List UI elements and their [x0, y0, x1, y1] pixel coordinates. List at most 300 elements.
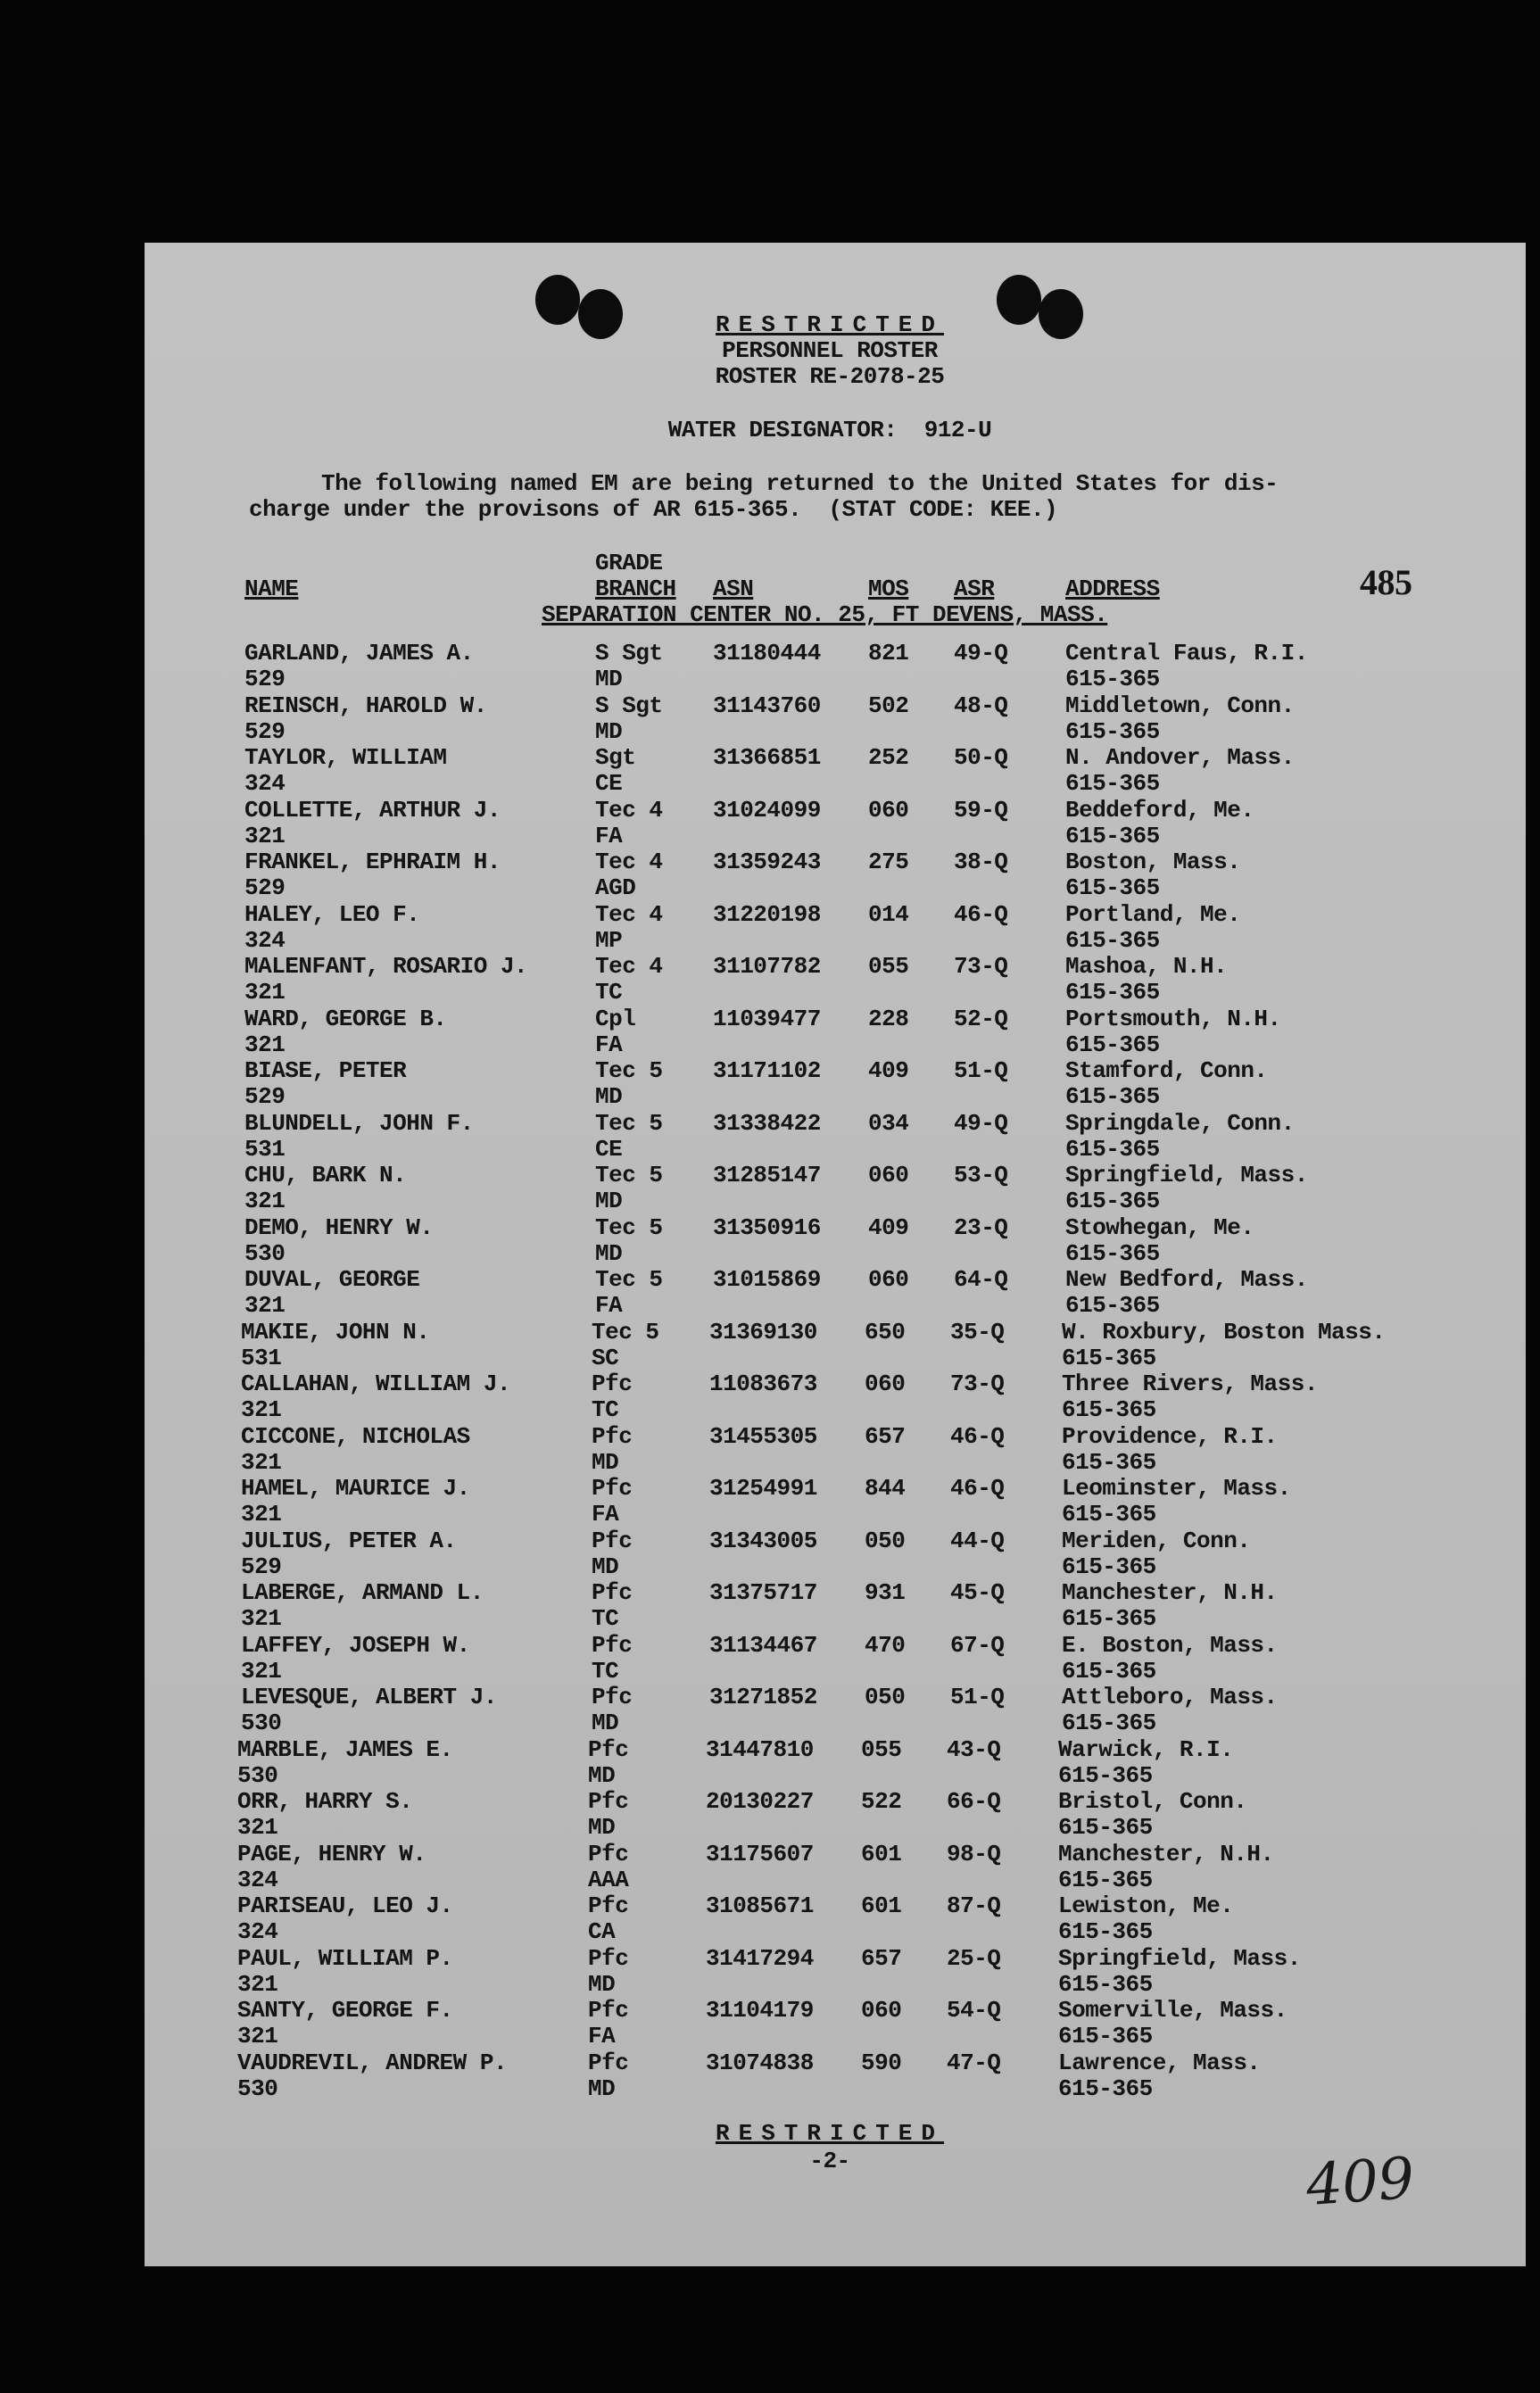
row-branch: SC	[592, 1344, 619, 1371]
column-header-asn: ASN	[713, 575, 754, 602]
row-name: VAUDREVIL, ANDREW P.	[237, 2049, 508, 2076]
row-name: REINSCH, HAROLD W.	[244, 691, 487, 719]
row-grade: Pfc	[588, 1840, 629, 1867]
row-asn: 31171102	[713, 1057, 821, 1084]
row-code: 529	[244, 1083, 286, 1110]
row-ar-reference: 615-365	[1062, 1710, 1156, 1736]
row-mos: 055	[861, 1735, 902, 1763]
row-asr: 35-Q	[950, 1318, 1005, 1346]
row-grade: Tec 5	[595, 1162, 663, 1188]
row-ar-reference: 615-365	[1065, 1292, 1160, 1319]
row-address: Lawrence, Mass.	[1058, 2049, 1261, 2076]
row-name: LEVESQUE, ALBERT J.	[241, 1684, 497, 1710]
row-asr: 38-Q	[954, 849, 1008, 875]
row-name: TAYLOR, WILLIAM	[244, 744, 447, 771]
table-row	[145, 693, 1526, 745]
row-asn: 11083673	[709, 1370, 817, 1397]
row-asr: 51-Q	[950, 1684, 1005, 1710]
row-address: W. Roxbury, Boston Mass.	[1062, 1318, 1386, 1346]
row-grade: Pfc	[592, 1684, 633, 1710]
row-address: Meriden, Conn.	[1062, 1527, 1251, 1554]
column-header-branch: BRANCH	[595, 575, 676, 602]
row-code: 531	[244, 1135, 286, 1163]
table-row	[145, 1737, 1526, 1789]
row-code: 321	[244, 822, 286, 849]
row-address: Stowhegan, Me.	[1065, 1213, 1254, 1241]
row-address: Warwick, R.I.	[1058, 1735, 1234, 1763]
row-asn: 31359243	[713, 849, 821, 875]
row-mos: 657	[865, 1422, 906, 1450]
row-branch: MD	[588, 1761, 616, 1789]
row-asr: 23-Q	[954, 1213, 1008, 1241]
row-address: Mashoa, N.H.	[1065, 953, 1228, 980]
row-address: New Bedford, Mass.	[1065, 1266, 1308, 1293]
row-name: HAMEL, MAURICE J.	[241, 1475, 470, 1502]
row-code: 321	[244, 1292, 286, 1319]
row-grade: Tec 5	[595, 1266, 663, 1293]
row-address: Portsmouth, N.H.	[1065, 1005, 1281, 1032]
row-branch: TC	[595, 979, 623, 1006]
row-branch: MD	[588, 1970, 616, 1998]
row-mos: 055	[868, 953, 909, 980]
row-name: DEMO, HENRY W.	[244, 1213, 434, 1241]
row-address: E. Boston, Mass.	[1062, 1631, 1278, 1659]
row-grade: Pfc	[592, 1422, 633, 1450]
row-grade: Pfc	[592, 1370, 633, 1397]
row-grade: Cpl	[595, 1005, 636, 1032]
table-row	[145, 1946, 1526, 1998]
row-asr: 87-Q	[947, 1892, 1001, 1919]
row-asn: 31175607	[706, 1840, 814, 1867]
row-ar-reference: 615-365	[1065, 822, 1160, 849]
row-ar-reference: 615-365	[1062, 1344, 1156, 1371]
column-header-asr: ASR	[954, 575, 995, 602]
roster-number: ROSTER RE-2078-25	[715, 363, 945, 390]
column-header-address: ADDRESS	[1065, 575, 1160, 602]
row-name: PARISEAU, LEO J.	[237, 1892, 453, 1919]
row-asr: 46-Q	[950, 1422, 1005, 1450]
table-row	[145, 849, 1526, 901]
table-row	[145, 954, 1526, 1006]
table-row	[145, 745, 1526, 797]
row-grade: Tec 5	[595, 1213, 663, 1241]
row-branch: FA	[595, 1031, 623, 1058]
row-code: 321	[244, 979, 286, 1006]
row-branch: MD	[592, 1710, 619, 1736]
row-mos: 275	[868, 849, 909, 875]
row-asn: 31134467	[709, 1631, 817, 1659]
row-mos: 060	[868, 1266, 909, 1293]
row-asr: 73-Q	[950, 1370, 1005, 1397]
table-row	[145, 1842, 1526, 1893]
row-address: Portland, Me.	[1065, 900, 1241, 928]
row-branch: FA	[595, 822, 623, 849]
row-branch: MD	[595, 1083, 623, 1110]
row-branch: MD	[588, 2074, 616, 2102]
column-header-mos: MOS	[868, 575, 909, 602]
row-mos: 470	[865, 1631, 906, 1659]
row-asn: 31350916	[713, 1213, 821, 1241]
row-code: 529	[244, 717, 286, 745]
row-mos: 034	[868, 1109, 909, 1137]
row-code: 321	[241, 1448, 282, 1476]
table-row	[145, 641, 1526, 692]
row-ar-reference: 615-365	[1058, 1970, 1153, 1998]
punch-hole	[578, 289, 623, 339]
table-row	[145, 1685, 1526, 1736]
row-mos: 060	[868, 796, 909, 824]
row-mos: 502	[868, 691, 909, 719]
row-mos: 060	[865, 1370, 906, 1397]
row-asn: 31455305	[709, 1422, 817, 1450]
stamped-page-number: 485	[1360, 562, 1412, 602]
row-mos: 522	[861, 1788, 902, 1815]
table-row	[145, 1893, 1526, 1945]
row-asr: 52-Q	[954, 1005, 1008, 1032]
row-name: HALEY, LEO F.	[244, 900, 420, 928]
row-ar-reference: 615-365	[1062, 1501, 1156, 1528]
row-asr: 44-Q	[950, 1527, 1005, 1554]
table-row	[145, 1476, 1526, 1528]
row-asr: 49-Q	[954, 640, 1008, 667]
row-name: ORR, HARRY S.	[237, 1788, 413, 1815]
row-ar-reference: 615-365	[1065, 874, 1160, 901]
row-address: Three Rivers, Mass.	[1062, 1370, 1318, 1397]
row-address: Springfield, Mass.	[1058, 1944, 1301, 1972]
row-asr: 45-Q	[950, 1579, 1005, 1606]
row-name: PAUL, WILLIAM P.	[237, 1944, 453, 1972]
table-row	[145, 1580, 1526, 1632]
column-header-name: NAME	[244, 575, 299, 602]
row-ar-reference: 615-365	[1065, 770, 1160, 797]
water-designator: WATER DESIGNATOR: 912-U	[667, 417, 992, 443]
row-mos: 060	[861, 1997, 902, 2024]
row-code: 321	[237, 1970, 278, 1998]
table-row	[145, 1006, 1526, 1058]
row-mos: 844	[865, 1475, 906, 1502]
row-code: 529	[244, 666, 286, 692]
row-name: JULIUS, PETER A.	[241, 1527, 457, 1554]
row-mos: 650	[865, 1318, 906, 1346]
row-branch: MD	[595, 717, 623, 745]
row-branch: MD	[588, 1814, 616, 1841]
row-mos: 601	[861, 1840, 902, 1867]
row-asn: 11039477	[713, 1005, 821, 1032]
punch-hole	[1039, 289, 1083, 339]
row-branch: CE	[595, 1135, 623, 1163]
row-asn: 31369130	[709, 1318, 817, 1346]
row-grade: Pfc	[592, 1631, 633, 1659]
table-row	[145, 1215, 1526, 1267]
row-grade: Pfc	[592, 1527, 633, 1554]
table-row	[145, 2050, 1526, 2102]
row-asr: 67-Q	[950, 1631, 1005, 1659]
row-mos: 228	[868, 1005, 909, 1032]
row-asn: 31271852	[709, 1684, 817, 1710]
row-asn: 31375717	[709, 1579, 817, 1606]
row-branch: CE	[595, 770, 623, 797]
table-row	[145, 1998, 1526, 2049]
row-grade: Pfc	[588, 1944, 629, 1972]
row-asr: 43-Q	[947, 1735, 1001, 1763]
row-address: Attleboro, Mass.	[1062, 1684, 1278, 1710]
row-address: Stamford, Conn.	[1065, 1057, 1268, 1084]
row-name: SANTY, GEORGE F.	[237, 1997, 453, 2024]
row-address: Springdale, Conn.	[1065, 1109, 1295, 1137]
row-address: Boston, Mass.	[1065, 849, 1241, 875]
row-ar-reference: 615-365	[1058, 1814, 1153, 1841]
row-asr: 46-Q	[950, 1475, 1005, 1502]
row-mos: 657	[861, 1944, 902, 1972]
row-grade: Tec 5	[595, 1057, 663, 1084]
row-code: 529	[241, 1553, 282, 1580]
row-ar-reference: 615-365	[1065, 666, 1160, 692]
table-row	[145, 1320, 1526, 1371]
table-row	[145, 1111, 1526, 1163]
classification-header: RESTRICTED	[715, 311, 945, 338]
row-name: COLLETTE, ARTHUR J.	[244, 796, 501, 824]
row-code: 324	[244, 770, 286, 797]
row-ar-reference: 615-365	[1058, 1866, 1153, 1893]
table-row	[145, 1424, 1526, 1476]
row-ar-reference: 615-365	[1062, 1396, 1156, 1423]
row-name: CALLAHAN, WILLIAM J.	[241, 1370, 511, 1397]
row-branch: CA	[588, 1918, 616, 1945]
row-ar-reference: 615-365	[1065, 1135, 1160, 1163]
row-name: FRANKEL, EPHRAIM H.	[244, 849, 501, 875]
table-row	[145, 1267, 1526, 1319]
row-address: N. Andover, Mass.	[1065, 744, 1295, 771]
row-mos: 060	[868, 1162, 909, 1188]
row-asr: 46-Q	[954, 900, 1008, 928]
row-grade: Pfc	[592, 1475, 633, 1502]
row-asr: 47-Q	[947, 2049, 1001, 2076]
row-asr: 98-Q	[947, 1840, 1001, 1867]
row-asr: 53-Q	[954, 1162, 1008, 1188]
intro-paragraph-line2: charge under the provisons of AR 615-365. (STAT CODE: KEE.)	[249, 496, 1058, 523]
row-asr: 64-Q	[954, 1266, 1008, 1293]
row-branch: FA	[595, 1292, 623, 1319]
row-ar-reference: 615-365	[1058, 2023, 1153, 2049]
row-grade: S Sgt	[595, 640, 663, 667]
row-code: 324	[244, 926, 286, 954]
row-branch: MD	[595, 1239, 623, 1267]
row-asr: 50-Q	[954, 744, 1008, 771]
row-address: Beddeford, Me.	[1065, 796, 1254, 824]
row-name: MALENFANT, ROSARIO J.	[244, 953, 528, 980]
row-code: 324	[237, 1918, 278, 1945]
row-grade: Tec 4	[595, 796, 663, 824]
row-address: Lewiston, Me.	[1058, 1892, 1234, 1919]
row-address: Bristol, Conn.	[1058, 1788, 1247, 1815]
table-row	[145, 1163, 1526, 1214]
row-asn: 31085671	[706, 1892, 814, 1919]
row-code: 321	[244, 1188, 286, 1214]
row-mos: 252	[868, 744, 909, 771]
row-name: LABERGE, ARMAND L.	[241, 1579, 484, 1606]
row-asn: 31285147	[713, 1162, 821, 1188]
row-asr: 66-Q	[947, 1788, 1001, 1815]
row-ar-reference: 615-365	[1065, 1031, 1160, 1058]
row-code: 321	[241, 1501, 282, 1528]
row-name: CICCONE, NICHOLAS	[241, 1422, 470, 1450]
row-asn: 31338422	[713, 1109, 821, 1137]
row-branch: TC	[592, 1396, 619, 1423]
row-mos: 050	[865, 1527, 906, 1554]
row-asr: 25-Q	[947, 1944, 1001, 1972]
row-grade: Tec 4	[595, 953, 663, 980]
row-ar-reference: 615-365	[1062, 1657, 1156, 1685]
row-mos: 821	[868, 640, 909, 667]
row-name: MAKIE, JOHN N.	[241, 1318, 430, 1346]
row-address: Middletown, Conn.	[1065, 691, 1295, 719]
row-mos: 409	[868, 1213, 909, 1241]
row-address: Providence, R.I.	[1062, 1422, 1278, 1450]
document-page	[145, 243, 1526, 2266]
row-mos: 050	[865, 1684, 906, 1710]
row-asr: 51-Q	[954, 1057, 1008, 1084]
row-name: LAFFEY, JOSEPH W.	[241, 1631, 470, 1659]
row-asn: 31015869	[713, 1266, 821, 1293]
row-address: Somerville, Mass.	[1058, 1997, 1287, 2024]
row-ar-reference: 615-365	[1058, 1918, 1153, 1945]
handwritten-number: 409	[1304, 2145, 1417, 2220]
row-asn: 31104179	[706, 1997, 814, 2024]
row-asr: 49-Q	[954, 1109, 1008, 1137]
row-name: WARD, GEORGE B.	[244, 1005, 447, 1032]
row-code: 321	[244, 1031, 286, 1058]
row-name: GARLAND, JAMES A.	[244, 640, 474, 667]
row-asr: 54-Q	[947, 1997, 1001, 2024]
row-grade: Pfc	[588, 1788, 629, 1815]
row-asn: 31366851	[713, 744, 821, 771]
row-branch: MP	[595, 926, 623, 954]
intro-paragraph-line1: The following named EM are being returned to the United States for dis-	[321, 470, 1279, 497]
row-asn: 31447810	[706, 1735, 814, 1763]
row-grade: Pfc	[592, 1579, 633, 1606]
column-header-grade: GRADE	[595, 550, 663, 576]
row-asn: 31417294	[706, 1944, 814, 1972]
row-code: 321	[241, 1605, 282, 1632]
row-asn: 31220198	[713, 900, 821, 928]
table-row	[145, 1058, 1526, 1110]
table-row	[145, 1371, 1526, 1423]
row-address: Springfield, Mass.	[1065, 1162, 1308, 1188]
row-code: 530	[237, 1761, 278, 1789]
row-branch: MD	[595, 1188, 623, 1214]
row-ar-reference: 615-365	[1062, 1448, 1156, 1476]
table-row	[145, 1633, 1526, 1685]
row-branch: MD	[592, 1553, 619, 1580]
row-ar-reference: 615-365	[1065, 1083, 1160, 1110]
row-mos: 590	[861, 2049, 902, 2076]
table-row	[145, 798, 1526, 849]
row-code: 529	[244, 874, 286, 901]
row-ar-reference: 615-365	[1062, 1605, 1156, 1632]
row-branch: FA	[588, 2023, 616, 2049]
row-ar-reference: 615-365	[1065, 1239, 1160, 1267]
row-mos: 014	[868, 900, 909, 928]
row-name: MARBLE, JAMES E.	[237, 1735, 453, 1763]
page-number: -2-	[809, 2148, 850, 2174]
row-ar-reference: 615-365	[1065, 1188, 1160, 1214]
row-asn: 31143760	[713, 691, 821, 719]
row-branch: AAA	[588, 1866, 629, 1893]
punch-hole	[535, 275, 580, 325]
row-grade: Sgt	[595, 744, 636, 771]
row-code: 324	[237, 1866, 278, 1893]
row-code: 321	[237, 1814, 278, 1841]
row-address: Manchester, N.H.	[1058, 1840, 1274, 1867]
row-branch: FA	[592, 1501, 619, 1528]
row-grade: Pfc	[588, 2049, 629, 2076]
table-row	[145, 1528, 1526, 1580]
row-mos: 931	[865, 1579, 906, 1606]
punch-hole	[997, 275, 1041, 325]
row-ar-reference: 615-365	[1065, 717, 1160, 745]
row-branch: AGD	[595, 874, 636, 901]
row-address: Manchester, N.H.	[1062, 1579, 1278, 1606]
row-asn: 31024099	[713, 796, 821, 824]
row-branch: TC	[592, 1657, 619, 1685]
row-address: Central Faus, R.I.	[1065, 640, 1308, 667]
section-heading: SEPARATION CENTER NO. 25, FT DEVENS, MASS.	[542, 601, 1108, 628]
row-code: 530	[237, 2074, 278, 2102]
row-asn: 31107782	[713, 953, 821, 980]
classification-footer: RESTRICTED	[715, 2120, 945, 2147]
row-grade: Tec 4	[595, 900, 663, 928]
row-code: 531	[241, 1344, 282, 1371]
row-ar-reference: 615-365	[1062, 1553, 1156, 1580]
row-code: 321	[241, 1657, 282, 1685]
row-address: Leominster, Mass.	[1062, 1475, 1291, 1502]
row-branch: TC	[592, 1605, 619, 1632]
row-grade: Tec 5	[595, 1109, 663, 1137]
row-grade: Tec 5	[592, 1318, 659, 1346]
row-code: 530	[244, 1239, 286, 1267]
row-grade: Tec 4	[595, 849, 663, 875]
row-ar-reference: 615-365	[1065, 979, 1160, 1006]
row-grade: Pfc	[588, 1997, 629, 2024]
row-mos: 409	[868, 1057, 909, 1084]
row-asn: 31180444	[713, 640, 821, 667]
row-asn: 20130227	[706, 1788, 814, 1815]
row-branch: MD	[595, 666, 623, 692]
table-row	[145, 1789, 1526, 1841]
table-row	[145, 902, 1526, 954]
row-name: PAGE, HENRY W.	[237, 1840, 426, 1867]
row-ar-reference: 615-365	[1065, 926, 1160, 954]
row-asn: 31343005	[709, 1527, 817, 1554]
row-code: 321	[237, 2023, 278, 2049]
row-name: DUVAL, GEORGE	[244, 1266, 420, 1293]
row-code: 530	[241, 1710, 282, 1736]
row-name: BLUNDELL, JOHN F.	[244, 1109, 474, 1137]
row-grade: Pfc	[588, 1892, 629, 1919]
row-asn: 31074838	[706, 2049, 814, 2076]
row-name: CHU, BARK N.	[244, 1162, 407, 1188]
row-code: 321	[241, 1396, 282, 1423]
row-grade: Pfc	[588, 1735, 629, 1763]
row-asr: 73-Q	[954, 953, 1008, 980]
row-asr: 48-Q	[954, 691, 1008, 719]
row-asn: 31254991	[709, 1475, 817, 1502]
row-ar-reference: 615-365	[1058, 1761, 1153, 1789]
document-title: PERSONNEL ROSTER	[722, 337, 938, 364]
row-asr: 59-Q	[954, 796, 1008, 824]
row-branch: MD	[592, 1448, 619, 1476]
row-grade: S Sgt	[595, 691, 663, 719]
